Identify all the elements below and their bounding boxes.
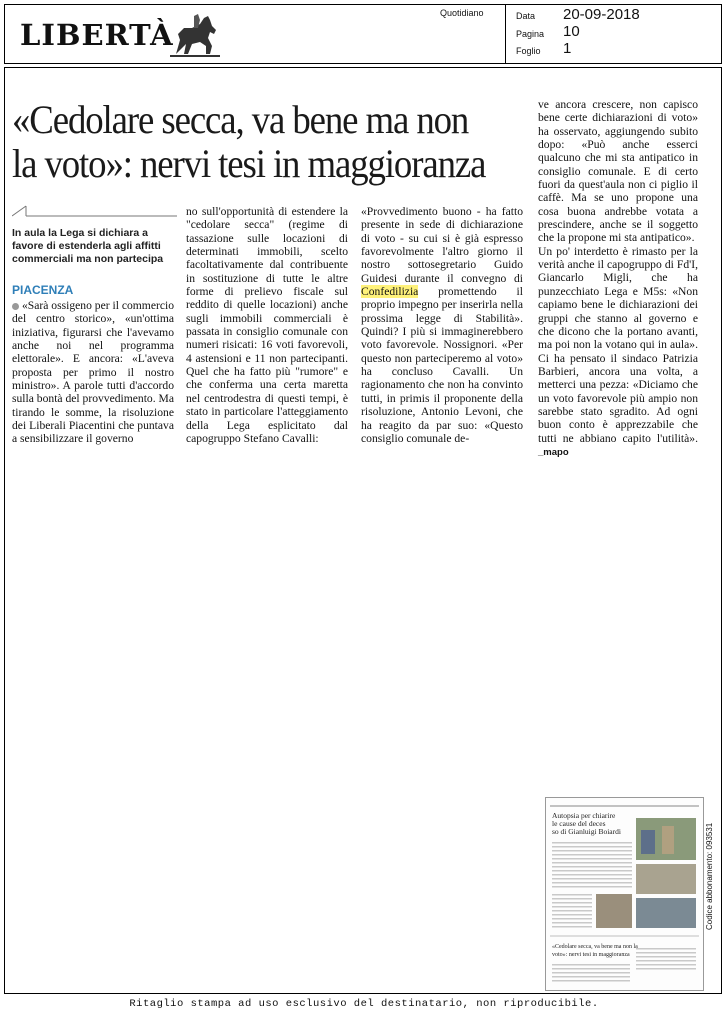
masthead-divider — [505, 4, 506, 64]
page-thumbnail — [545, 797, 704, 991]
column-2-text: no sull'opportunità di estendere la "cedolare secca" (regime di tassazione sulle locazioni di determinati immobili, scelto facoltativamente dal contribuente in sostituzione di tutte le altre forme di prelievo fiscale sul reddito di quelle locazioni) anche sugli immobili commerciali è passata in consiglio comunale con numeri risicati: 16 voti favorevoli, 4 astensioni e 11 non partecipanti. Quel che ha fatto più "rumore" e che conferma una certa maretta nel centrodestra di questi tempi, è stato in particolare l'atteggiamento della Lega esplicitato dal capogruppo Stefano Cavalli: — [186, 205, 348, 445]
thumbnail-photo-4 — [636, 898, 696, 928]
highlighted-keyword: Confedilizia — [361, 285, 419, 299]
column-1-text: «Sarà ossigeno per il commercio del centro storico», «un'ottima iniziativa, figurarsi che l'avevamo anche noi nel programma elettorale». E ancora: «L'aveva proposta per primo il nostro ministro». A parole tutti d'accordo sulla bontà del provvedimento. Ma tirando le somme, la risoluzione dei Liberali Piacentini che puntava a sensibilizzare il governo — [12, 299, 174, 446]
headline-line-2: la voto»: nervi tesi in maggioranza — [12, 141, 486, 186]
column-3-text-a: «Provvedimento buono - ha fatto presente in sede di dichiarazione di voto - su cui si è già espresso favorevolmente l'altro giorno il nostro sottosegretario Guido Guidesi durante il convegno di — [361, 205, 523, 285]
newspaper-logo: LIBERTÀ — [20, 18, 174, 52]
article-column-3 — [361, 205, 523, 445]
thumbnail-photo-3 — [596, 894, 632, 928]
article-headline — [12, 98, 490, 186]
meta-label-sheet: Foglio — [516, 46, 541, 56]
meta-label-date: Data — [516, 11, 536, 21]
thumbnail-headline-line-1: «Cedolare secca, va bene ma non la — [552, 944, 638, 950]
page-thumbnail-graphic — [546, 798, 703, 990]
dateline-location: PIACENZA — [12, 283, 74, 297]
equestrian-statue-icon — [170, 10, 222, 58]
thumbnail-photo-2 — [636, 864, 696, 894]
thumbnail-title-line-3: so di Gianluigi Boiardi — [552, 827, 621, 836]
meta-value-date: 20-09-2018 — [563, 6, 640, 23]
subscription-code: Codice abbonamento: 093531 — [705, 822, 714, 930]
article-column-2 — [186, 205, 348, 445]
thumbnail-headline-line-2: voto»: nervi tesi in maggioranza — [552, 952, 630, 958]
article-column-1 — [12, 299, 174, 446]
bullet-icon — [12, 303, 19, 310]
thumbnail-title-line-2: le cause del deces — [552, 819, 606, 828]
publication-type: Quotidiano — [440, 8, 484, 18]
meta-value-page: 10 — [563, 23, 580, 40]
meta-value-sheet: 1 — [563, 40, 572, 57]
article-column-4 — [538, 98, 698, 459]
author-signature: _mapo — [538, 446, 569, 458]
clipping-disclaimer: Ritaglio stampa ad uso esclusivo del destinatario, non riproducibile. — [129, 998, 599, 1010]
column-4-text-b: Un po' interdetto è rimasto per la verità anche il capogruppo di Fd'I, Giancarlo Migli, che ha punzecchiato Lega e M5s: «Non capiamo bene le dichiarazioni dei gruppi che stanno al governo e che dicono che la portano avanti, ma poi non la votano qui in aula». Ci ha pensato il sindaco Patrizia Barbieri, ancora una volta, a metterci una pezza: «Diciamo che un voto favorevole più ampio non sarebbe stato sgradito. Ad ogni buon conto è apprezzabile che tutti ne abbiano capito l'utilità». — [538, 244, 698, 445]
article-subheadline: In aula la Lega si dichiara a favore di estenderla agli affitti commerciali ma non partecipa — [12, 227, 164, 265]
thumbnail-title-line-1: Autopsia per chiarire — [552, 811, 616, 820]
column-4-text-a: ve ancora crescere, non capisco bene certe dichiarazioni di voto» ha osservato, aggiungendo subito dopo: «Può anche esserci qualcuno che mi sta antipatico in consiglio comunale. E di certo fuori da quest'aula non ci piglio il caffè. Ma se uno propone una cosa buona andrebbe votata a prescindere, anche se il soggetto che la propone mi sta antipatico». — [538, 98, 698, 245]
column-3-text-b: promettendo il proprio impegno per inserirla nella prossima legge di Stabilità». Quindi? I più si immaginerebbero voto favorevole. Nossignori. «Per questo non parteciperemo al voto» ha concluso Cavalli. Un ragionamento che non ha convinto tutti, in primis il proponente della risoluzione, Antonio Levoni, che ha reagito da par suo: «Questo consiglio comunale de- — [361, 285, 523, 445]
subheadline-rule-icon — [12, 204, 177, 218]
meta-label-page: Pagina — [516, 29, 545, 39]
headline-line-1: «Cedolare secca, va bene ma non — [12, 97, 469, 142]
